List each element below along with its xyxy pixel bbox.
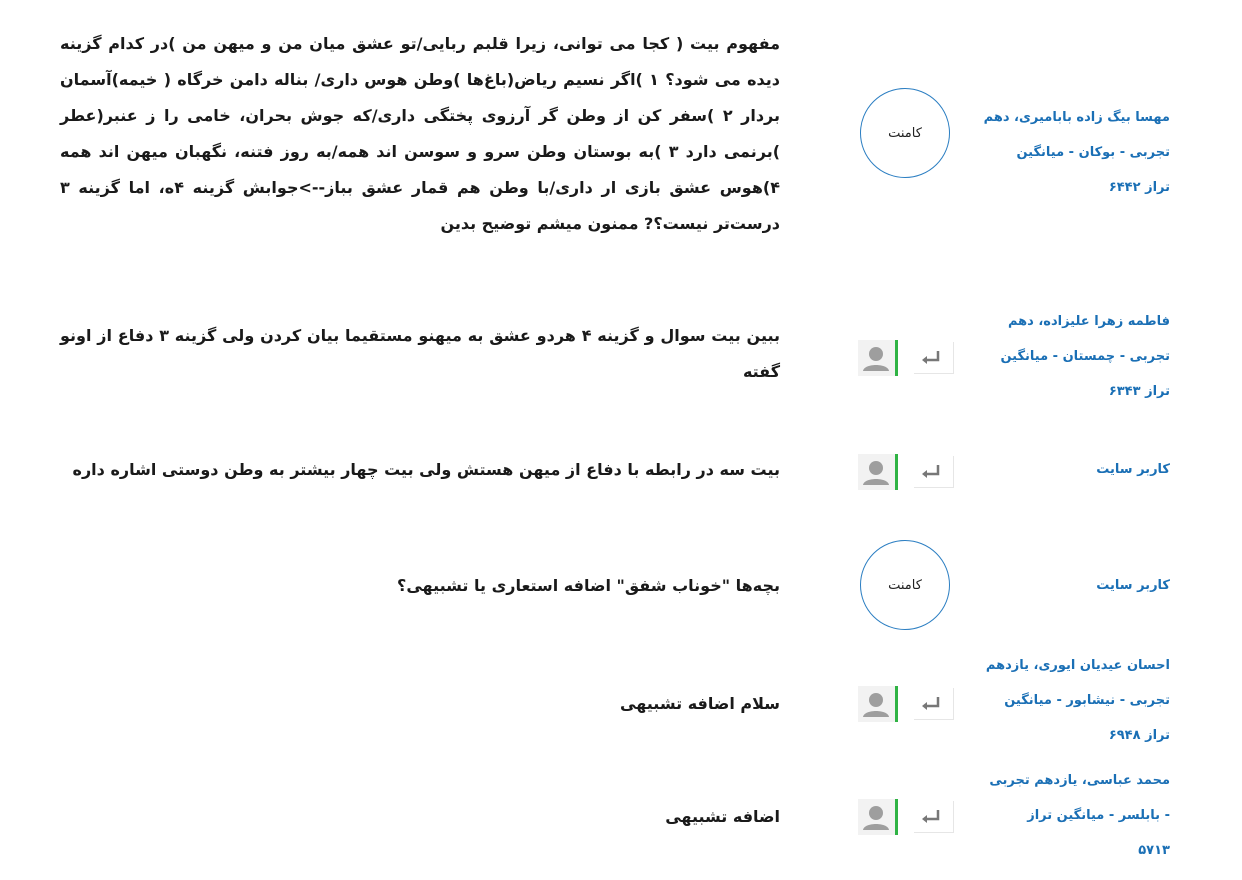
- author-name: احسان عیدیان ایوری، یازدهم: [985, 658, 1170, 673]
- comment-author[interactable]: [970, 100, 1170, 205]
- comment-text: مفهوم بیت ( کجا می توانی، زیرا قلبم ربایی/تو عشق میان من و میهن من )در کدام گزینه دیده می شود؟ ۱ )اگر نسیم ریاض(باغ‌ها )وطن هوس داری/ بناله دامن خرگاه ( خیمه)آسمان بردار ۲ )سفر کن از وطن گر آرزوی پختگی داری/که جوش بحران، خامی را ز عنبر(عطر )برنمی دارد ۳ )به بوستان وطن سرو و سوسن اند همه/به روز فتنه، نگهبان میهن اند همه ۴)هوس عشق بازی ار داری/با وطن هم قمار عشق بباز-->جوابش گزینه ۴ه، اما گزینه ۳ درست‌تر نیست؟? ممنون میشم توضیح بدین: [60, 34, 781, 233]
- author-info: تجربی - نیشابور - میانگین: [1004, 693, 1170, 708]
- author-name: کاربر سایت: [1096, 462, 1170, 477]
- reply-action: [858, 338, 954, 378]
- reply-action: [858, 452, 954, 492]
- author-name: فاطمه زهرا علیزاده، دهم: [1007, 314, 1170, 329]
- author-score: تراز ۶۹۴۸: [1108, 728, 1170, 743]
- author-name: کاربر سایت: [1096, 578, 1170, 593]
- user-avatar-icon: [858, 454, 898, 490]
- comment-text: سلام اضافه تشبیهی: [620, 694, 780, 713]
- comment-author[interactable]: [970, 763, 1170, 868]
- author-score: تراز ۶۳۴۳: [1108, 384, 1170, 399]
- comment-text: بیت سه در رابطه با دفاع از میهن هستش ولی بیت چهار بیشتر به وطن دوستی اشاره داره: [72, 460, 780, 479]
- reply-arrow-icon: [914, 342, 954, 374]
- reply-arrow-icon: [914, 801, 954, 833]
- comment-item: [0, 26, 1242, 296]
- reply-button[interactable]: [914, 688, 954, 720]
- reply-action: [858, 797, 954, 837]
- author-info: تجربی - چمستان - میانگین: [1000, 349, 1170, 364]
- reply-action: [858, 684, 954, 724]
- comment-item: [0, 540, 1242, 630]
- comment-item: [0, 763, 1242, 868]
- author-name: محمد عباسی، یازدهم تجربی: [989, 773, 1170, 788]
- author-info: تجربی - بوکان - میانگین: [1016, 145, 1170, 160]
- comment-badge-button[interactable]: کامنت: [860, 88, 950, 178]
- comment-item: [0, 314, 1242, 418]
- comment-item: [0, 648, 1242, 753]
- reply-arrow-icon: [914, 456, 954, 488]
- reply-arrow-icon: [914, 688, 954, 720]
- comment-text: ببین بیت سوال و گزینه ۴ هردو عشق به میهنو مستقیما بیان کردن ولی گزینه ۳ دفاع از اونو گفته: [60, 326, 781, 381]
- comment-text: اضافه تشبیهی: [665, 807, 780, 826]
- comment-text: بچه‌ها "خوناب شفق" اضافه استعاری یا تشبیهی؟: [397, 576, 780, 595]
- user-avatar-icon: [858, 340, 898, 376]
- reply-button[interactable]: [914, 456, 954, 488]
- comment-badge-button[interactable]: کامنت: [860, 540, 950, 630]
- user-avatar-icon: [858, 799, 898, 835]
- comment-author[interactable]: [970, 304, 1170, 409]
- comment-item: [0, 452, 1242, 492]
- author-score: ۵۷۱۳: [1138, 843, 1170, 858]
- reply-button[interactable]: [914, 801, 954, 833]
- author-info: - بابلسر - میانگین تراز: [1027, 808, 1170, 823]
- comment-author[interactable]: [970, 648, 1170, 753]
- comment-author[interactable]: [970, 568, 1170, 603]
- reply-button[interactable]: [914, 342, 954, 374]
- comment-author[interactable]: [970, 452, 1170, 487]
- user-avatar-icon: [858, 686, 898, 722]
- author-score: تراز ۶۴۴۲: [1108, 180, 1170, 195]
- author-name: مهسا بیگ زاده بابامیری، دهم: [983, 110, 1170, 125]
